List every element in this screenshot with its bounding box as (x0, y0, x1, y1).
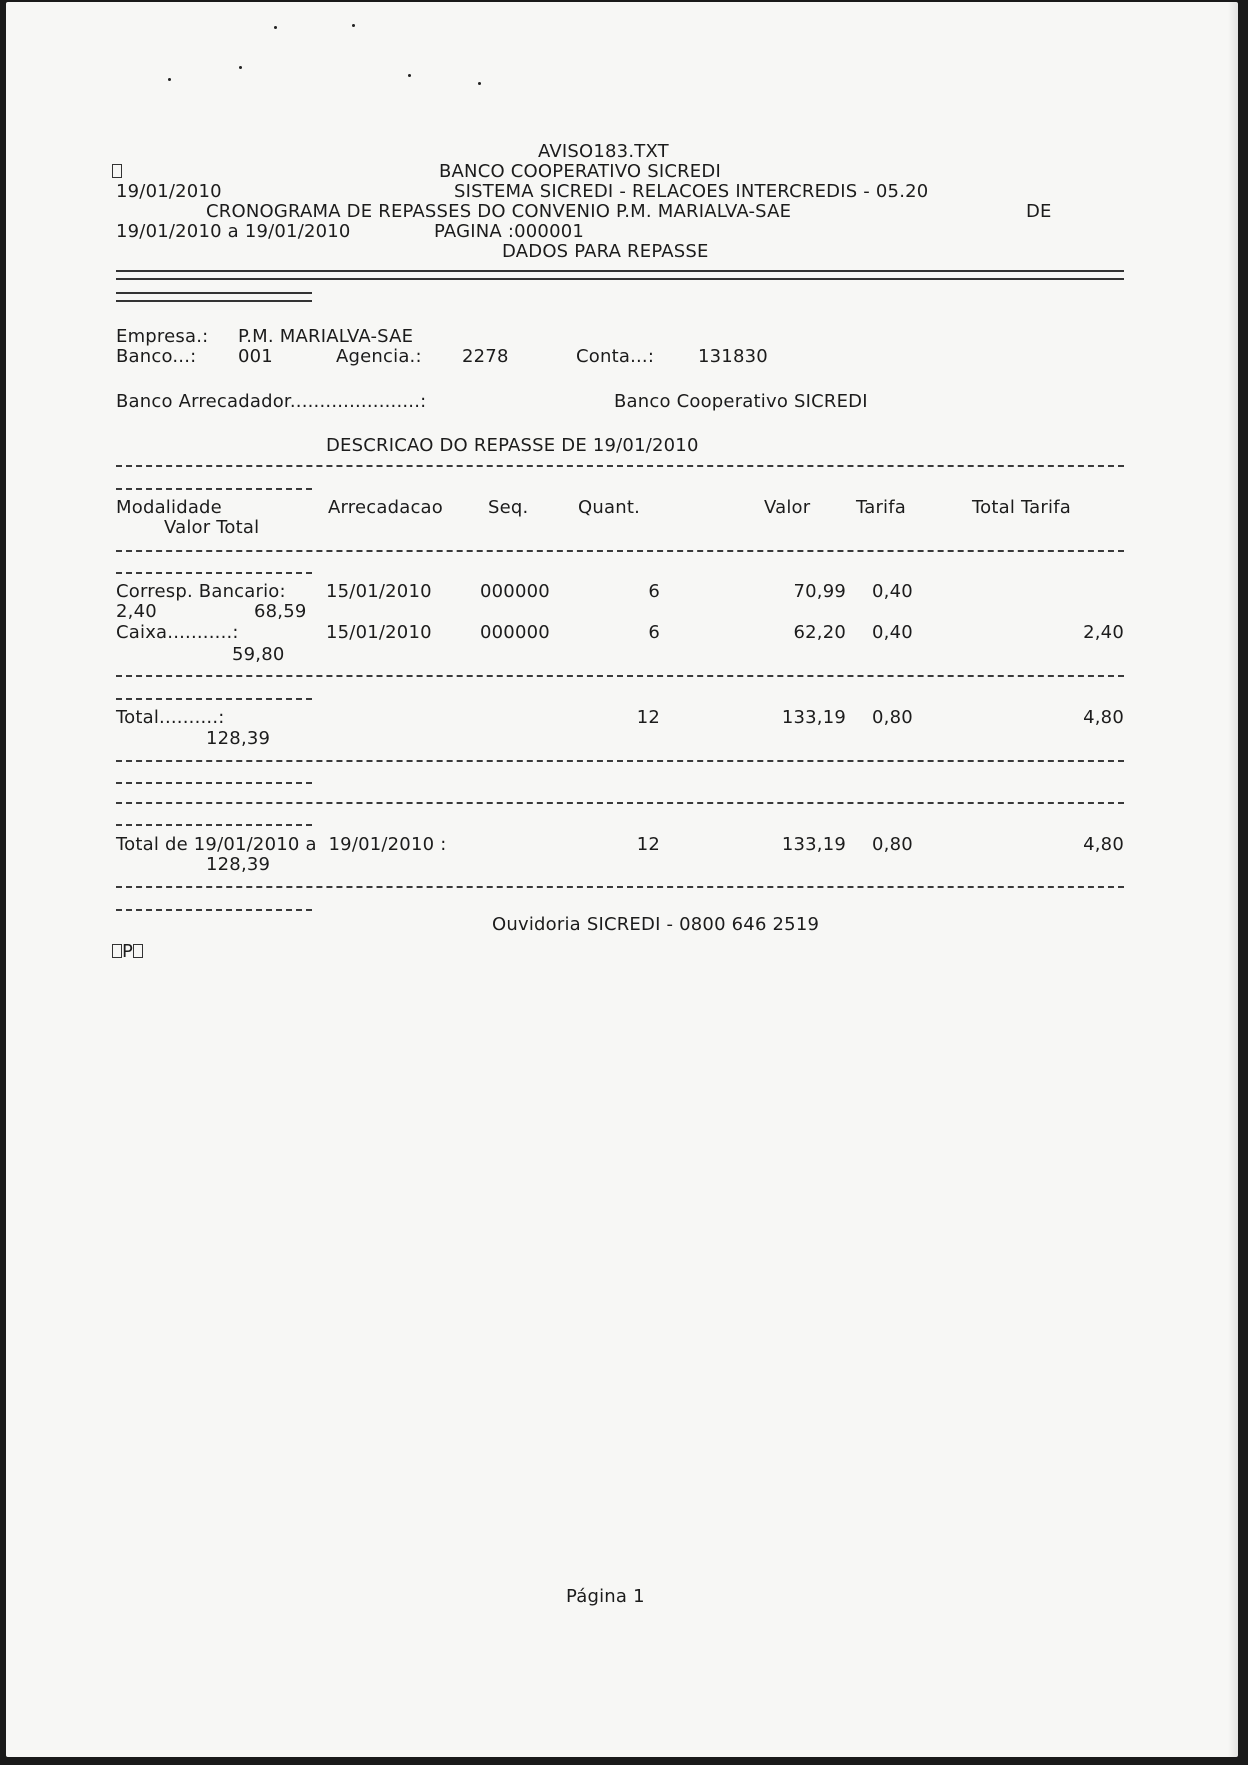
row-tarifa: 0,40 (872, 622, 913, 643)
dashed-rule (116, 675, 1124, 678)
control-mark-letter: P (122, 941, 134, 962)
period-total-tarifa: 0,80 (872, 834, 913, 855)
dashed-rule-short (116, 782, 312, 785)
scan-speck (408, 74, 411, 77)
row-seq: 000000 (480, 622, 550, 643)
row-valor: 70,99 (793, 581, 846, 602)
scan-speck (239, 66, 242, 69)
row-seq: 000000 (480, 581, 550, 602)
double-rule (116, 270, 1124, 280)
total-label: Total..........: (116, 707, 225, 728)
page-label: PAGINA :000001 (434, 221, 585, 242)
control-char-icon (112, 164, 122, 178)
dashed-rule (116, 802, 1124, 805)
row-valor-total: 59,80 (232, 644, 285, 665)
banco-value: 001 (238, 346, 273, 367)
period-total-valor: 133,19 (781, 834, 846, 855)
section-title: DADOS PARA REPASSE (502, 241, 709, 262)
header-valor-total: Valor Total (164, 517, 260, 538)
row-total-tarifa: 2,40 (116, 601, 157, 622)
row-valor-total: 68,59 (254, 601, 307, 622)
period-total-valor-total: 128,39 (206, 854, 271, 875)
row-arrecadacao: 15/01/2010 (326, 622, 432, 643)
system-line: SISTEMA SICREDI - RELACOES INTERCREDIS - 05.20 (454, 181, 929, 202)
header-modalidade: Modalidade (116, 497, 222, 518)
agencia-label: Agencia.: (336, 346, 422, 367)
control-char-icon (112, 944, 122, 958)
dashed-rule (116, 886, 1124, 889)
ouvidoria-line: Ouvidoria SICREDI - 0800 646 2519 (492, 914, 820, 935)
schedule-title: CRONOGRAMA DE REPASSES DO CONVENIO P.M. MARIALVA-SAE (206, 201, 792, 222)
total-quant: 12 (636, 707, 660, 728)
row-arrecadacao: 15/01/2010 (326, 581, 432, 602)
agencia-value: 2278 (462, 346, 509, 367)
period-total-label: Total de 19/01/2010 a 19/01/2010 : (116, 834, 447, 855)
row-modalidade: Corresp. Bancario: (116, 581, 286, 602)
header-total-tarifa: Total Tarifa (972, 497, 1071, 518)
conta-label: Conta...: (576, 346, 655, 367)
de-label: DE (1026, 201, 1052, 222)
banco-label: Banco...: (116, 346, 197, 367)
row-modalidade: Caixa...........: (116, 622, 239, 643)
header-tarifa: Tarifa (856, 497, 907, 518)
header-quant: Quant. (578, 497, 640, 518)
header-arrecadacao: Arrecadacao (328, 497, 443, 518)
empresa-label: Empresa.: (116, 326, 209, 347)
arrecadador-label: Banco Arrecadador......................: (116, 391, 427, 412)
dashed-rule (116, 465, 1124, 468)
report-period: 19/01/2010 a 19/01/2010 (116, 221, 351, 242)
scan-speck (168, 78, 171, 81)
document-page (6, 2, 1238, 1757)
empresa-value: P.M. MARIALVA-SAE (238, 326, 414, 347)
dashed-rule-short (116, 488, 312, 491)
dashed-rule-short (116, 572, 312, 575)
dashed-rule (116, 760, 1124, 763)
conta-value: 131830 (698, 346, 768, 367)
row-quant: 6 (648, 622, 660, 643)
total-tarifa: 0,80 (872, 707, 913, 728)
period-total-quant: 12 (636, 834, 660, 855)
total-valor: 133,19 (781, 707, 846, 728)
scan-speck (274, 26, 277, 29)
dashed-rule-short (116, 698, 312, 701)
file-name: AVISO183.TXT (538, 141, 669, 162)
control-char-icon (133, 944, 143, 958)
dashed-rule (116, 550, 1124, 553)
arrecadador-value: Banco Cooperativo SICREDI (614, 391, 868, 412)
control-char-box (112, 162, 122, 182)
row-tarifa: 0,40 (872, 581, 913, 602)
report-date: 19/01/2010 (116, 181, 222, 202)
bank-name: BANCO COOPERATIVO SICREDI (439, 161, 721, 182)
row-quant: 6 (648, 581, 660, 602)
double-rule-short (116, 292, 312, 302)
control-mark (112, 942, 143, 962)
description-title: DESCRICAO DO REPASSE DE 19/01/2010 (326, 435, 699, 456)
total-total-tarifa: 4,80 (1083, 707, 1124, 728)
dashed-rule-short (116, 909, 312, 912)
header-valor: Valor (764, 497, 811, 518)
page-number: Página 1 (566, 1586, 645, 1607)
period-total-total-tarifa: 4,80 (1083, 834, 1124, 855)
scan-speck (352, 24, 355, 27)
total-valor-total: 128,39 (206, 728, 271, 749)
dashed-rule-short (116, 824, 312, 827)
header-seq: Seq. (488, 497, 529, 518)
page-shadow (1228, 2, 1238, 1757)
row-valor: 62,20 (793, 622, 846, 643)
row-total-tarifa: 2,40 (1083, 622, 1124, 643)
scan-speck (478, 82, 481, 85)
